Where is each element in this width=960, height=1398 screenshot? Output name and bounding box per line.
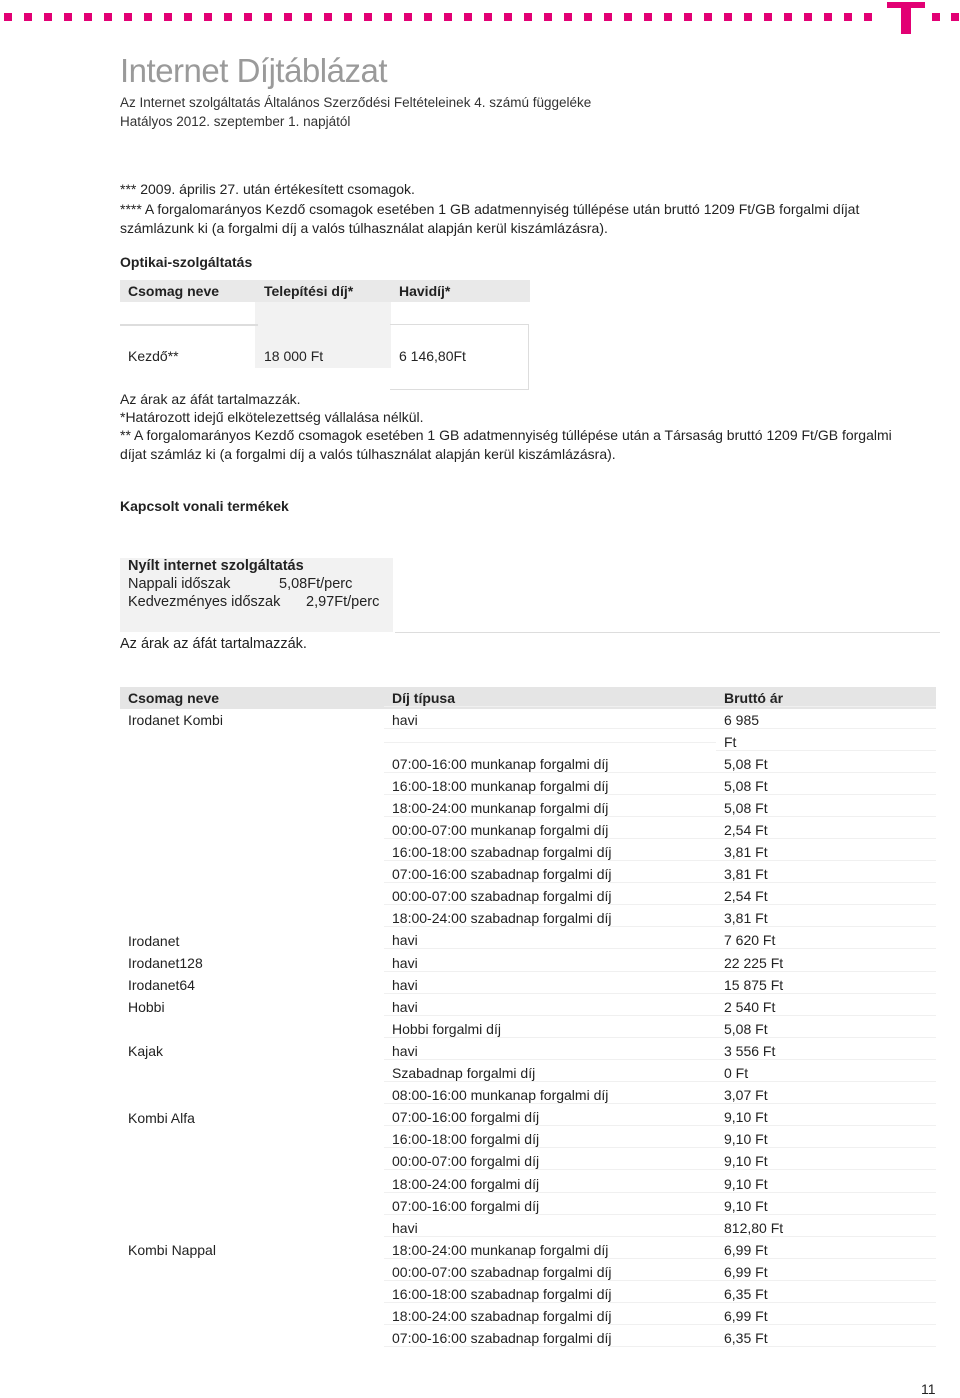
table-cell: havi	[384, 932, 716, 949]
table-cell: 9,10 Ft	[716, 1176, 936, 1193]
table-cell: 00:00-07:00 forgalmi díj	[384, 1153, 716, 1170]
table-cell: 5,08 Ft	[716, 778, 936, 795]
header-dot	[704, 13, 712, 21]
table-cell: 5,08 Ft	[716, 1021, 936, 1038]
table-row	[120, 775, 936, 797]
header-dot	[244, 13, 252, 21]
table-row	[120, 348, 519, 364]
table-row	[120, 996, 936, 1018]
header-dot	[604, 13, 612, 21]
header-dot	[24, 13, 32, 21]
table-row	[120, 731, 936, 753]
table-cell: havi	[384, 1043, 716, 1060]
table-cell: 2,54 Ft	[716, 822, 936, 839]
optika-table	[120, 280, 530, 364]
header-dot	[824, 13, 832, 21]
header-dot	[844, 13, 852, 21]
table-row	[120, 908, 936, 930]
table-row	[120, 1173, 936, 1195]
table-cell: 3,81 Ft	[716, 866, 936, 883]
table-cell: 9,10 Ft	[716, 1153, 936, 1170]
table-row	[120, 1239, 936, 1261]
table-border	[120, 324, 258, 326]
table-cell: Irodanet64	[128, 977, 195, 994]
header-dot	[584, 13, 592, 21]
table-cell: 07:00-16:00 szabadnap forgalmi díj	[384, 866, 716, 883]
header-dot-row-right	[932, 13, 959, 21]
table-row	[120, 1306, 936, 1328]
header-dot	[564, 13, 572, 21]
table-row	[120, 1151, 936, 1173]
table-cell: Irodanet Kombi	[128, 712, 223, 729]
note-line: díjat számláz ki (a forgalmi díj a valós túlhasználat alapján kerül kiszámlázásra).	[120, 446, 616, 462]
header-dot	[384, 13, 392, 21]
table-cell: 6,35 Ft	[716, 1286, 936, 1303]
table-cell: 18:00-24:00 szabadnap forgalmi díj	[384, 1308, 716, 1325]
table-row	[120, 1107, 936, 1129]
header-dot	[864, 13, 872, 21]
table-cell: 6,99 Ft	[716, 1308, 936, 1325]
rate-value: 5,08Ft/perc	[279, 576, 353, 592]
table-cell: Kezdő**	[128, 348, 179, 364]
table-row	[120, 819, 936, 841]
table-cell: Irodanet	[128, 932, 180, 949]
telekom-logo	[887, 2, 925, 34]
table-cell: 3,81 Ft	[716, 844, 936, 861]
section-heading-optika: Optikai-szolgáltatás	[120, 254, 253, 270]
header-dot	[744, 13, 752, 21]
column-header: Havidíj*	[399, 283, 451, 299]
header-dot	[504, 13, 512, 21]
table-cell: 16:00-18:00 forgalmi díj	[384, 1131, 716, 1148]
header-dot	[684, 13, 692, 21]
table-row	[120, 974, 936, 996]
header-dot-row	[4, 13, 872, 21]
table-row	[120, 1195, 936, 1217]
table-row	[120, 842, 936, 864]
header-dot	[784, 13, 792, 21]
header-dot	[44, 13, 52, 21]
header-dot	[64, 13, 72, 21]
header-dot	[424, 13, 432, 21]
table-row	[120, 1018, 936, 1040]
table-row	[120, 797, 936, 819]
table-cell: 3 556 Ft	[716, 1043, 936, 1060]
header-dot	[144, 13, 152, 21]
header-dot	[184, 13, 192, 21]
table-cell: Kombi Alfa	[128, 1109, 195, 1126]
table-cell: 16:00-18:00 munkanap forgalmi díj	[384, 778, 716, 795]
header-dot	[664, 13, 672, 21]
rate-value: 2,97Ft/perc	[306, 594, 380, 610]
table-cell: 5,08 Ft	[716, 800, 936, 817]
table-cell: 7 620 Ft	[716, 932, 936, 949]
table-cell: 00:00-07:00 szabadnap forgalmi díj	[384, 1264, 716, 1281]
table-cell: 6,35 Ft	[716, 1330, 936, 1347]
table-cell: 00:00-07:00 szabadnap forgalmi díj	[384, 888, 716, 905]
table-row	[120, 709, 936, 731]
header-dot	[304, 13, 312, 21]
nyilt-internet-box	[120, 558, 393, 632]
header-dot	[104, 13, 112, 21]
table-cell: 00:00-07:00 munkanap forgalmi díj	[384, 822, 716, 839]
table-cell: 15 875 Ft	[716, 977, 936, 994]
table-row	[120, 1085, 936, 1107]
table-header	[120, 687, 936, 709]
table-cell: 16:00-18:00 szabadnap forgalmi díj	[384, 844, 716, 861]
table-cell: 07:00-16:00 forgalmi díj	[384, 1109, 716, 1126]
table-cell	[384, 742, 716, 743]
header-dot	[264, 13, 272, 21]
table-cell: 5,08 Ft	[716, 756, 936, 773]
header-dot	[404, 13, 412, 21]
table-cell: 9,10 Ft	[716, 1131, 936, 1148]
table-row	[120, 952, 936, 974]
header-dot	[724, 13, 732, 21]
header-dot	[764, 13, 772, 21]
table-cell: Kajak	[128, 1043, 164, 1060]
header-dot	[164, 13, 172, 21]
divider	[395, 632, 940, 633]
table-cell: 6,99 Ft	[716, 1264, 936, 1281]
table-cell: Kombi Nappal	[128, 1242, 216, 1259]
price-table	[120, 687, 936, 1350]
table-cell: 07:00-16:00 forgalmi díj	[384, 1198, 716, 1215]
table-row	[120, 930, 936, 952]
header-dot	[544, 13, 552, 21]
table-cell: 07:00-16:00 munkanap forgalmi díj	[384, 756, 716, 773]
table-cell: 08:00-16:00 munkanap forgalmi díj	[384, 1087, 716, 1104]
table-cell: 9,10 Ft	[716, 1198, 936, 1215]
header-dot	[624, 13, 632, 21]
column-header: Díj típusa	[384, 690, 716, 707]
table-cell: 6 985	[716, 712, 936, 729]
header-dot	[344, 13, 352, 21]
table-row	[120, 1261, 936, 1283]
table-cell: 6,99 Ft	[716, 1242, 936, 1259]
table-cell: 9,10 Ft	[716, 1109, 936, 1126]
table-row	[120, 864, 936, 886]
column-header: Telepítési díj*	[264, 283, 354, 299]
table-cell: 07:00-16:00 szabadnap forgalmi díj	[384, 1330, 716, 1347]
note-line: Az árak az áfát tartalmazzák.	[120, 391, 301, 407]
table-cell: 18:00-24:00 szabadnap forgalmi díj	[384, 910, 716, 927]
table-cell: Hobbi forgalmi díj	[384, 1021, 716, 1038]
table-cell: Irodanet128	[128, 955, 203, 972]
table-cell: 18:00-24:00 munkanap forgalmi díj	[384, 1242, 716, 1259]
effective-date: Hatályos 2012. szeptember 1. napjától	[120, 114, 351, 129]
table-cell: Ft	[716, 734, 936, 751]
header-dot	[324, 13, 332, 21]
table-row	[120, 1283, 936, 1305]
table-header	[120, 280, 530, 302]
page-number: 11	[921, 1381, 936, 1397]
column-header: Bruttó ár	[716, 690, 936, 707]
table-cell: 6 146,80Ft	[399, 348, 466, 364]
table-cell: havi	[384, 712, 716, 729]
note-line: Az árak az áfát tartalmazzák.	[120, 636, 307, 652]
note-line: számlázunk ki (a forgalmi díj a valós túlhasználat alapján kerül kiszámlázásra).	[120, 220, 608, 236]
table-cell: havi	[384, 955, 716, 972]
page-subtitle: Az Internet szolgáltatás Általános Szerződési Feltételeinek 4. számú függeléke	[120, 95, 592, 110]
header-dot	[524, 13, 532, 21]
table-cell: 3,07 Ft	[716, 1087, 936, 1104]
header-dot	[204, 13, 212, 21]
table-cell: Szabadnap forgalmi díj	[384, 1065, 716, 1082]
note-line: **** A forgalomarányos Kezdő csomagok esetében 1 GB adatmennyiség túllépése után bruttó 1209 Ft/GB forgalmi díjat	[120, 201, 860, 217]
header-dot	[804, 13, 812, 21]
header-dot	[4, 13, 12, 21]
header-dot	[644, 13, 652, 21]
table-cell: 2 540 Ft	[716, 999, 936, 1016]
note-line: ** A forgalomarányos Kezdő csomagok esetében 1 GB adatmennyiség túllépése után a Társaság bruttó 1209 Ft/GB forgalmi	[120, 427, 892, 443]
table-cell: 18 000 Ft	[264, 348, 324, 364]
column-header: Csomag neve	[128, 690, 220, 706]
column-header: Csomag neve	[128, 283, 220, 299]
table-row	[120, 1063, 936, 1085]
header-dot	[464, 13, 472, 21]
note-line: *Határozott idejű elkötelezettség vállalása nélkül.	[120, 409, 424, 425]
box-title: Nyílt internet szolgáltatás	[128, 558, 304, 574]
table-cell: 812,80 Ft	[716, 1220, 936, 1237]
table-row	[120, 886, 936, 908]
header-dot	[284, 13, 292, 21]
table-cell: 18:00-24:00 munkanap forgalmi díj	[384, 800, 716, 817]
header-dot	[84, 13, 92, 21]
table-cell: 2,54 Ft	[716, 888, 936, 905]
table-cell: 22 225 Ft	[716, 955, 936, 972]
page-title: Internet Díjtáblázat	[120, 52, 387, 89]
table-cell: 18:00-24:00 forgalmi díj	[384, 1176, 716, 1193]
table-cell: Hobbi	[128, 999, 165, 1016]
table-row	[120, 1217, 936, 1239]
table-cell: 3,81 Ft	[716, 910, 936, 927]
header-dot	[484, 13, 492, 21]
table-row	[120, 753, 936, 775]
note-line: *** 2009. április 27. után értékesített csomagok.	[120, 181, 415, 197]
header-dot	[124, 13, 132, 21]
rate-label: Kedvezményes időszak	[128, 594, 281, 610]
table-cell: 16:00-18:00 szabadnap forgalmi díj	[384, 1286, 716, 1303]
table-cell: 0 Ft	[716, 1065, 936, 1082]
table-cell: havi	[384, 1220, 716, 1237]
table-row	[120, 1040, 936, 1062]
table-row	[120, 1129, 936, 1151]
header-dot	[364, 13, 372, 21]
header-dot	[224, 13, 232, 21]
table-cell: havi	[384, 977, 716, 994]
table-cell: havi	[384, 999, 716, 1016]
section-heading-kapcsolt: Kapcsolt vonali termékek	[120, 498, 289, 514]
header-dot	[444, 13, 452, 21]
rate-label: Nappali időszak	[128, 576, 231, 592]
table-row	[120, 1328, 936, 1350]
